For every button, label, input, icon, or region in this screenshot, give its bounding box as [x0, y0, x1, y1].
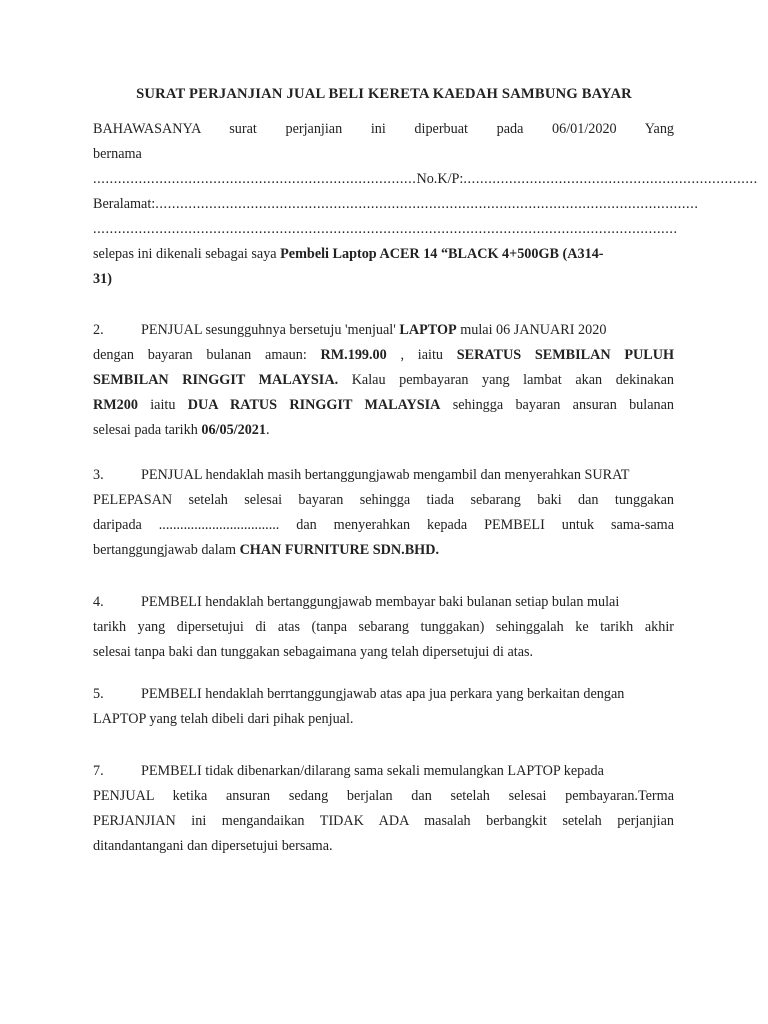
laptop-bold: LAPTOP [399, 322, 457, 338]
address-line-2 [93, 217, 678, 242]
clause-3-line-2: PELEPASAN setelah selesai bayaran sehingga tiada sebarang baki dan tunggakan [93, 492, 674, 508]
penalty-amount: RM200 [93, 397, 138, 413]
clause-2 [93, 318, 674, 443]
clause-7-line-2: PENJUAL ketika ansuran sedang berjalan dan setelah selesai pembayaran.Terma [93, 788, 674, 804]
address-line [93, 192, 699, 217]
clause-4-line-1 [93, 590, 674, 615]
intro-line-1 [93, 117, 674, 142]
clause-4 [93, 590, 674, 665]
buyer-line-2 [93, 267, 674, 292]
clause-number: 2. [93, 322, 104, 338]
clause-text: Kalau pembayaran yang lambat akan dekinakan [338, 372, 674, 388]
intro-word: perjanjian [285, 121, 343, 137]
address-label: Beralamat: [93, 196, 156, 212]
intro-word: surat [229, 121, 257, 137]
clause-text: PEMBELI tidak dibenarkan/dilarang sama sekali memulangkan LAPTOP kepada [141, 763, 604, 779]
name-kp-line [93, 167, 758, 192]
clause-5-line-1 [93, 682, 674, 707]
clause-2-line-5 [93, 418, 674, 443]
clause-2-line-3 [93, 368, 674, 393]
buyer-item-desc-2: 31) [93, 271, 112, 287]
clause-3-line-4 [93, 538, 674, 563]
clause-text: PEMBELI hendaklah berrtanggungjawab atas apa jua perkara yang berkaitan dengan [141, 686, 625, 702]
clause-3-line-3: daripada .................................. dan menyerahkan kepada PEMBELI untuk sama-sama [93, 517, 674, 533]
nokp-label: No.K/P: [416, 171, 464, 187]
clause-3-line-1 [93, 463, 674, 488]
clause-number: 3. [93, 467, 104, 483]
clause-text: , iaitu [386, 347, 457, 363]
address-blank-2: ............................................................................................................................................. [93, 221, 678, 237]
buyer-line [93, 242, 674, 267]
clause-text: PENJUAL hendaklah masih bertanggungjawab mengambil dan menyerahkan SURAT [141, 467, 630, 483]
clause-2-line-4 [93, 393, 674, 418]
intro-line-2: bernama [93, 146, 142, 162]
clause-text: bertanggungjawab dalam [93, 542, 240, 558]
clause-text: iaitu [137, 397, 188, 413]
penalty-words: DUA RATUS RINGGIT MALAYSIA [187, 397, 441, 413]
clause-text: mulai 06 JANUARI 2020 [456, 322, 607, 338]
amount-words-2: SEMBILAN RINGGIT MALAYSIA. [93, 372, 339, 388]
clause-5-line-2: LAPTOP yang telah dibeli dari pihak penjual. [93, 711, 354, 727]
intro-word: BAHAWASANYA [93, 121, 201, 137]
clause-text: . [265, 422, 270, 438]
company-name: CHAN FURNITURE SDN.BHD. [239, 542, 439, 558]
name-blank: .............................................................................. [93, 171, 417, 187]
clause-5 [93, 682, 674, 732]
clause-number: 4. [93, 594, 104, 610]
clause-2-line-1 [93, 318, 674, 343]
buyer-item-desc: Pembeli Laptop ACER 14 “BLACK 4+500GB (A314- [280, 246, 604, 262]
address-blank: ................................................................................................................................... [155, 196, 699, 212]
document-title: SURAT PERJANJIAN JUAL BELI KERETA KAEDAH SAMBUNG BAYAR [136, 86, 632, 102]
clause-text: dengan bayaran bulanan amaun: [93, 347, 321, 363]
agreement-date: 06/01/2020 [552, 121, 617, 137]
clause-number: 7. [93, 763, 104, 779]
intro-word: pada [496, 121, 524, 137]
end-date: 06/05/2021 [201, 422, 266, 438]
clause-text: selesai pada tarikh [93, 422, 202, 438]
clause-7-line-3: PERJANJIAN ini mengandaikan TIDAK ADA masalah berbangkit setelah perjanjian [93, 813, 674, 829]
buyer-intro-text: selepas ini dikenali sebagai saya [93, 246, 281, 262]
clause-3 [93, 463, 674, 563]
clause-text: sehingga bayaran ansuran bulanan [440, 397, 674, 413]
clause-7 [93, 759, 674, 859]
clause-text: PEMBELI hendaklah bertanggungjawab membayar baki bulanan setiap bulan mulai [141, 594, 620, 610]
clause-2-line-2 [93, 343, 674, 368]
clause-7-line-4: ditandantangani dan dipersetujui bersama. [93, 838, 333, 854]
clause-4-line-2: tarikh yang dipersetujui di atas (tanpa sebarang tunggakan) sehinggalah ke tarikh akhir [93, 619, 674, 635]
intro-word: diperbuat [414, 121, 468, 137]
intro-word: Yang [644, 121, 675, 137]
intro-section [93, 117, 758, 292]
nokp-blank: ....................................................................... [463, 171, 758, 187]
intro-word: ini [370, 121, 386, 137]
monthly-amount: RM.199.00 [320, 347, 387, 363]
clause-7-line-1 [93, 759, 674, 784]
amount-words: SERATUS SEMBILAN PULUH [456, 347, 674, 363]
clause-number: 5. [93, 686, 104, 702]
clause-4-line-3: selesai tanpa baki dan tunggakan sebagaimana yang telah dipersetujui di atas. [93, 644, 534, 660]
clause-text: PENJUAL sesungguhnya bersetuju 'menjual' [141, 322, 400, 338]
